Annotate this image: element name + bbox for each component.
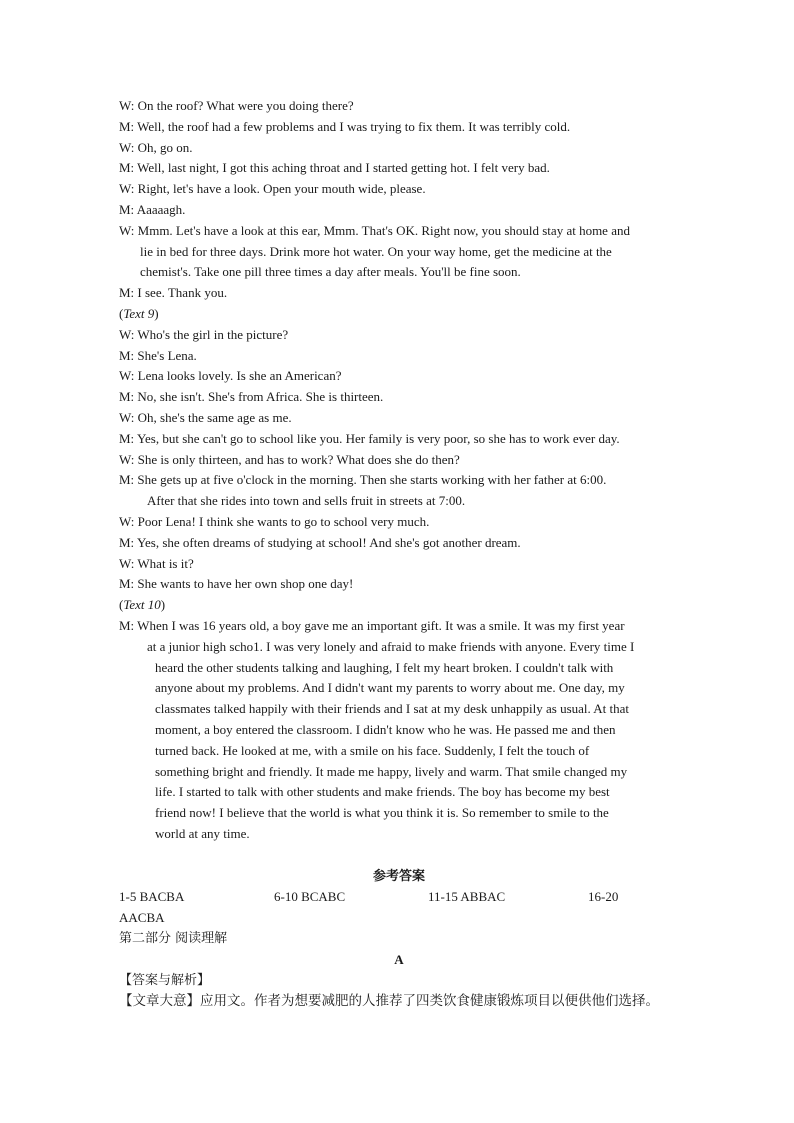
answer-group-4: 16-20	[588, 889, 619, 905]
monologue-line-continued: life. I started to talk with other students and make friends. The boy has become my best	[155, 784, 610, 800]
text9-label: Text 9	[123, 305, 155, 321]
dialogue-line: W: Poor Lena! I think she wants to go to school very much.	[119, 513, 430, 529]
answer-group-1: 1-5 BACBA	[119, 889, 185, 905]
answer-group-2: 6-10 BCABC	[274, 889, 346, 905]
dialogue-line: W: She is only thirteen, and has to work? What does she do then?	[119, 451, 460, 467]
dialogue-line: W: Lena looks lovely. Is she an American?	[119, 368, 342, 384]
dialogue-line: M: No, she isn't. She's from Africa. She is thirteen.	[119, 389, 384, 405]
text10-label: Text 10	[123, 597, 161, 613]
dialogue-line: M: Aaaaagh.	[119, 201, 186, 217]
dialogue-line: W: Who's the girl in the picture?	[119, 326, 289, 342]
dialogue-line: W: Mmm. Let's have a look at this ear, Mmm. That's OK. Right now, you should stay at home and	[119, 222, 630, 238]
dialogue-line: M: Well, the roof had a few problems and I was trying to fix them. It was terribly cold.	[119, 118, 571, 134]
monologue-line-continued: classmates talked happily with their friends and I sat at my desk unhappily as usual. At that	[155, 701, 630, 717]
answer-title: 参考答案	[372, 868, 425, 884]
dialogue-line: M: Well, last night, I got this aching throat and I started getting hot. I felt very bad.	[119, 160, 550, 176]
monologue-line-continued: moment, a boy entered the classroom. I didn't know who he was. He passed me and then	[155, 721, 616, 737]
spacer	[119, 845, 679, 867]
section-heading: A	[394, 951, 404, 967]
dialogue-line: W: What is it?	[119, 555, 194, 571]
answer-group-4-continued: AACBA	[119, 910, 165, 926]
dialogue-line: W: On the roof? What were you doing there?	[119, 98, 354, 113]
article-summary: 【文章大意】应用文。作者为想要减肥的人推荐了四类饮食健康锻炼项目以便供他们选择。	[119, 993, 659, 1010]
section-label-text9: (Text 9)	[119, 305, 159, 321]
monologue-line-continued: friend now! I believe that the world is what you think it is. So remember to smile to the	[155, 805, 609, 821]
monologue-line-continued: anyone about my problems. And I didn't want my parents to worry about me. One day, my	[155, 680, 625, 696]
analysis-label: 【答案与解析】	[119, 972, 211, 988]
section-label-text10: (Text 10)	[119, 597, 166, 613]
dialogue-line-continued: After that she rides into town and sells fruit in streets at 7:00.	[147, 493, 466, 509]
monologue-line-continued: at a junior high scho1. I was very lonely and afraid to make friends with anyone. Every time I	[147, 638, 635, 654]
monologue-line-continued: turned back. He looked at me, with a smile on his face. Suddenly, I felt the touch of	[155, 742, 590, 758]
part-heading: 第二部分 阅读理解	[119, 931, 228, 947]
monologue-line-continued: heard the other students talking and laughing, I felt my heart broken. I couldn't talk with	[155, 659, 614, 675]
dialogue-line-continued: lie in bed for three days. Drink more hot water. On your way home, get the medicine at the	[140, 243, 612, 259]
dialogue-line: M: She's Lena.	[119, 347, 197, 363]
dialogue-line: W: Right, let's have a look. Open your mouth wide, please.	[119, 181, 426, 197]
monologue-line-continued: world at any time.	[155, 825, 250, 841]
answer-group-3: 11-15 ABBAC	[428, 889, 506, 905]
dialogue-line: M: Yes, but she can't go to school like you. Her family is very poor, so she has to work ever day.	[119, 430, 620, 446]
monologue-line-continued: something bright and friendly. It made me happy, lively and warm. That smile changed my	[155, 763, 628, 779]
document-page	[119, 96, 679, 1012]
dialogue-line: M: Yes, she often dreams of studying at school! And she's got another dream.	[119, 534, 521, 550]
dialogue-line: M: She wants to have her own shop one day!	[119, 576, 354, 592]
dialogue-line: W: Oh, she's the same age as me.	[119, 409, 292, 425]
dialogue-line-continued: chemist's. Take one pill three times a day after meals. You'll be fine soon.	[140, 264, 521, 280]
dialogue-line: W: Oh, go on.	[119, 139, 193, 155]
monologue-line: M: When I was 16 years old, a boy gave me an important gift. It was a smile. It was my first year	[119, 617, 625, 633]
dialogue-line: M: I see. Thank you.	[119, 285, 228, 301]
answer-row	[119, 887, 679, 908]
dialogue-line: M: She gets up at five o'clock in the morning. Then she starts working with her father at 6:00.	[119, 472, 607, 488]
